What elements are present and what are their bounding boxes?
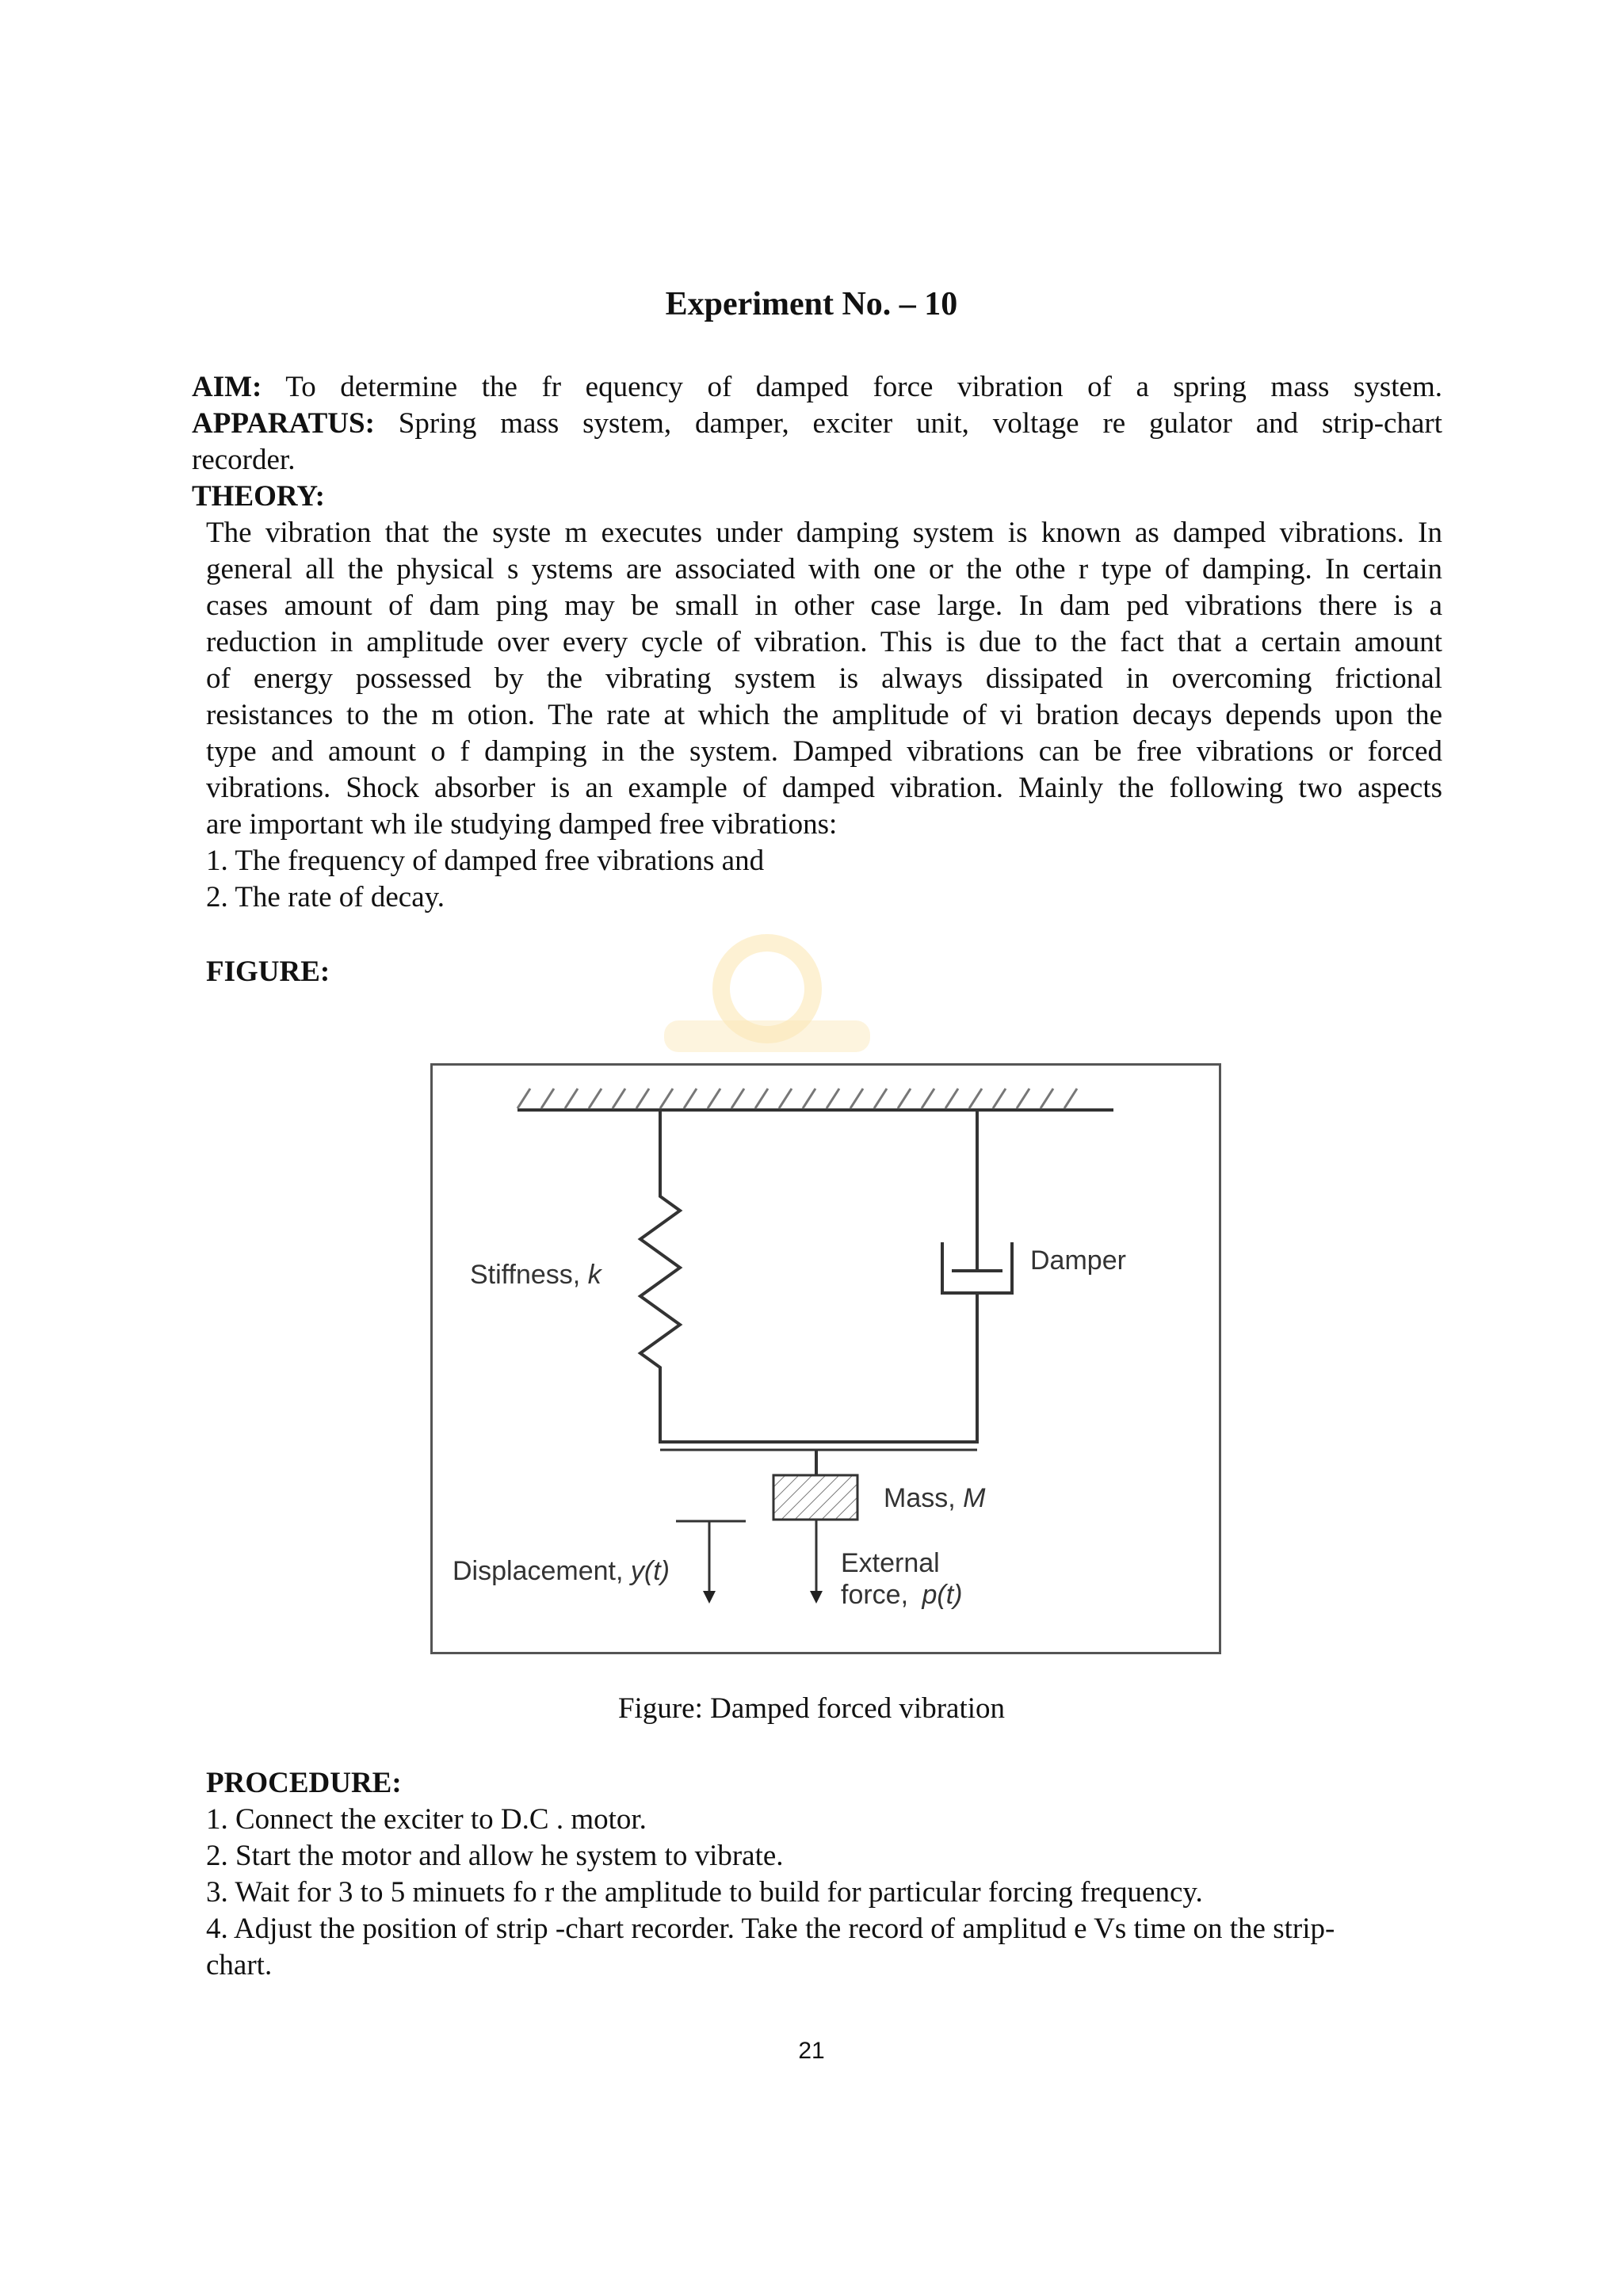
aim-label: AIM:: [192, 371, 262, 403]
procedure-list: [206, 1802, 1442, 1984]
figure-heading: FIGURE:: [206, 955, 330, 988]
page-number: 21: [798, 2038, 825, 2064]
theory-line: resistances to the m otion. The rate at which the amplitude of vi bration decays depends upon the: [206, 699, 1442, 731]
apparatus-label: APPARATUS:: [192, 407, 375, 440]
theory-line: type and amount o f damping in the system. Damped vibrations can be free vibrations or forced: [206, 735, 1442, 768]
theory-line: general all the physical s ystems are associated with one or the othe r type of damping. In certain: [206, 553, 1442, 585]
theory-line: cases amount of dam ping may be small in other case large. In dam ped vibrations there is a: [206, 589, 1442, 622]
procedure-step: chart.: [206, 1949, 273, 1981]
theory-points: [206, 843, 764, 916]
theory-heading: THEORY:: [192, 480, 325, 513]
page-title: Experiment No. – 10: [665, 286, 958, 322]
damped-vibration-diagram: [430, 1063, 1221, 1654]
watermark-logo: [664, 933, 870, 1060]
procedure-step: 3. Wait for 3 to 5 minuets fo r the amplitude to build for particular forcing frequency.: [206, 1876, 1203, 1909]
figure-caption: Figure: Damped forced vibration: [617, 1692, 1006, 1725]
theory-paragraph: [206, 515, 1442, 843]
aim-text: To determine the fr equency of damped force vibration of a spring mass system.: [285, 371, 1442, 403]
theory-point: 1. The frequency of damped free vibrations and: [206, 845, 765, 877]
apparatus-continuation: recorder.: [192, 444, 296, 476]
external-label: External: [841, 1548, 940, 1578]
theory-line: vibrations. Shock absorber is an example of damped vibration. Mainly the following two aspects: [206, 772, 1442, 804]
theory-line: of energy possessed by the vibrating system is always dissipated in overcoming frictional: [206, 662, 1442, 695]
theory-line: reduction in amplitude over every cycle of vibration. This is due to the fact that a certain amount: [206, 626, 1442, 658]
damper-label: Damper: [1030, 1245, 1126, 1276]
theory-line: are important wh ile studying damped free vibrations:: [206, 808, 838, 841]
apparatus-text: Spring mass system, damper, exciter unit, voltage re gulator and strip-chart: [398, 407, 1443, 440]
mass-block: [773, 1475, 857, 1520]
theory-point: 2. The rate of decay.: [206, 881, 445, 913]
displacement-label: Displacement, y(t): [453, 1556, 670, 1586]
apparatus-paragraph: [192, 406, 1442, 442]
force-label: force, p(t): [841, 1580, 963, 1610]
stiffness-label: Stiffness, k: [470, 1260, 601, 1290]
procedure-heading: PROCEDURE:: [206, 1767, 402, 1799]
procedure-step: 4. Adjust the position of strip -chart recorder. Take the record of amplitud e Vs time on the strip-: [206, 1913, 1335, 1945]
theory-line: The vibration that the syste m executes under damping system is known as damped vibrations. In: [206, 517, 1442, 549]
procedure-step: 2. Start the motor and allow he system to vibrate.: [206, 1840, 784, 1872]
aim-paragraph: [192, 369, 1442, 406]
procedure-step: 1. Connect the exciter to D.C . motor.: [206, 1803, 647, 1836]
mass-label: Mass, M: [884, 1483, 986, 1513]
